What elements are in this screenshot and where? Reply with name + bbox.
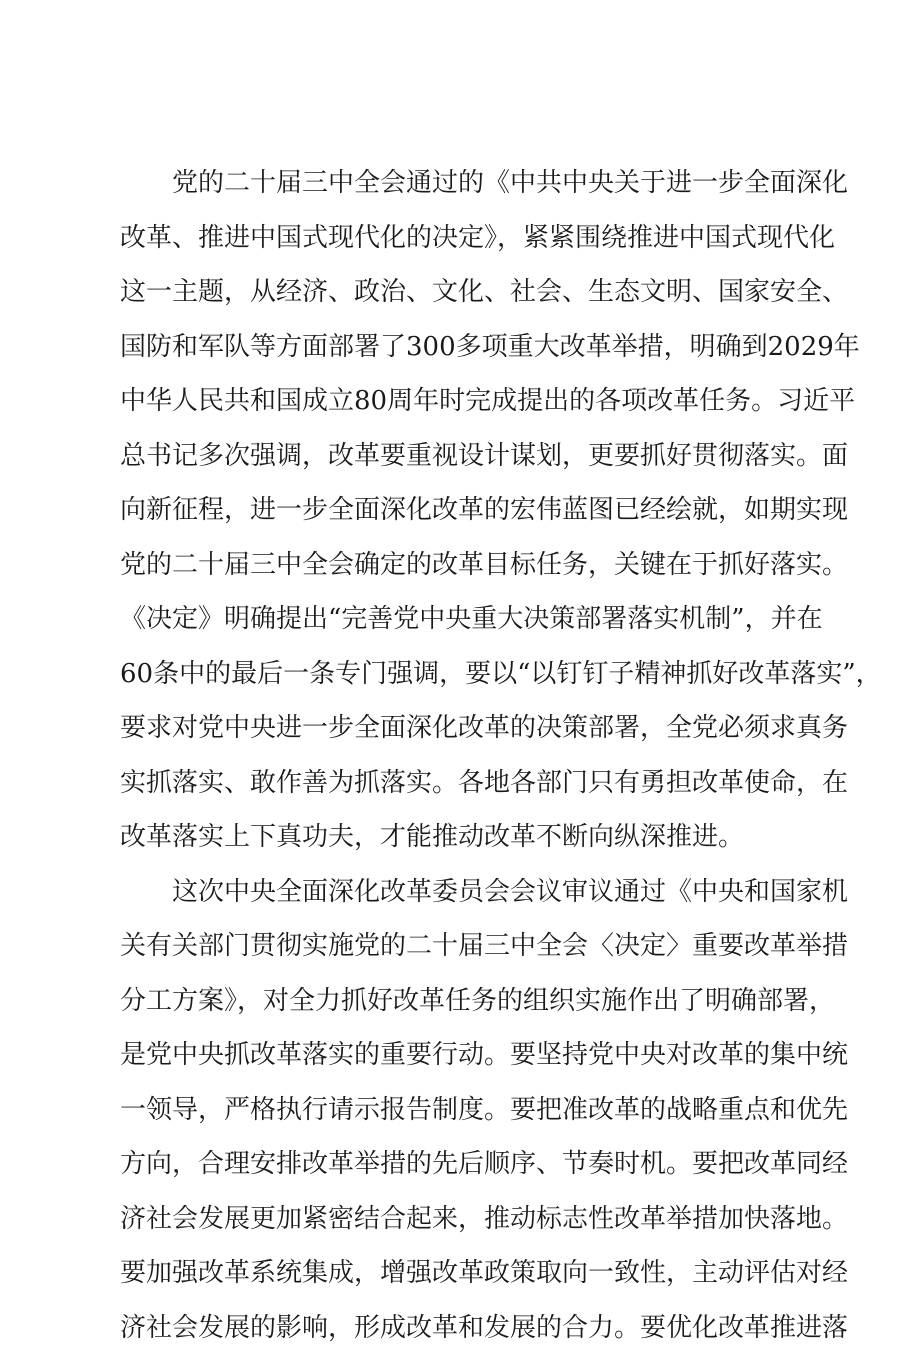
paragraph-1-line-6: 总书记多次强调，改革要重视设计谋划，更要抓好贯彻落实。面 <box>120 429 805 484</box>
paragraph-1-line-10: 60条中的最后一条专门强调，要以“以钉钉子精神抓好改革落实”， <box>120 647 805 702</box>
paragraph-1-line-11: 要求对党中央进一步全面深化改革的决策部署，全党必须求真务 <box>120 701 805 756</box>
document-body <box>120 156 805 1355</box>
paragraph-1-line-12: 实抓落实、敢作善为抓落实。各地各部门只有勇担改革使命，在 <box>120 756 805 811</box>
paragraph-1-line-4: 国防和军队等方面部署了300多项重大改革举措，明确到2029年 <box>120 320 805 375</box>
paragraph-2-line-9: 济社会发展的影响，形成改革和发展的合力。要优化改革推进落 <box>120 1301 805 1355</box>
paragraph-1-line-7: 向新征程，进一步全面深化改革的宏伟蓝图已经绘就，如期实现 <box>120 483 805 538</box>
paragraph-2-line-5: 一领导，严格执行请示报告制度。要把准改革的战略重点和优先 <box>120 1083 805 1138</box>
paragraph-2-line-6: 方向，合理安排改革举措的先后顺序、节奏时机。要把改革同经 <box>120 1137 805 1192</box>
paragraph-1-line-2: 改革、推进中国式现代化的决定》，紧紧围绕推进中国式现代化 <box>120 211 805 266</box>
paragraph-2-line-4: 是党中央抓改革落实的重要行动。要坚持党中央对改革的集中统 <box>120 1028 805 1083</box>
paragraph-2-line-3: 分工方案》，对全力抓好改革任务的组织实施作出了明确部署， <box>120 974 805 1029</box>
paragraph-1-line-1: 党的二十届三中全会通过的《中共中央关于进一步全面深化 <box>120 156 805 211</box>
paragraph-1-line-9: 《决定》明确提出“完善党中央重大决策部署落实机制”，并在 <box>120 592 805 647</box>
paragraph-1-line-3: 这一主题，从经济、政治、文化、社会、生态文明、国家安全、 <box>120 265 805 320</box>
paragraph-2-line-1: 这次中央全面深化改革委员会会议审议通过《中央和国家机 <box>120 865 805 920</box>
paragraph-1-line-13: 改革落实上下真功夫，才能推动改革不断向纵深推进。 <box>120 810 805 865</box>
paragraph-2-line-7: 济社会发展更加紧密结合起来，推动标志性改革举措加快落地。 <box>120 1192 805 1247</box>
paragraph-2-line-8: 要加强改革系统集成，增强改革政策取向一致性，主动评估对经 <box>120 1246 805 1301</box>
paragraph-1-line-5: 中华人民共和国成立80周年时完成提出的各项改革任务。习近平 <box>120 374 805 429</box>
paragraph-2-line-2: 关有关部门贯彻实施党的二十届三中全会〈决定〉重要改革举措 <box>120 919 805 974</box>
paragraph-1-line-8: 党的二十届三中全会确定的改革目标任务，关键在于抓好落实。 <box>120 538 805 593</box>
